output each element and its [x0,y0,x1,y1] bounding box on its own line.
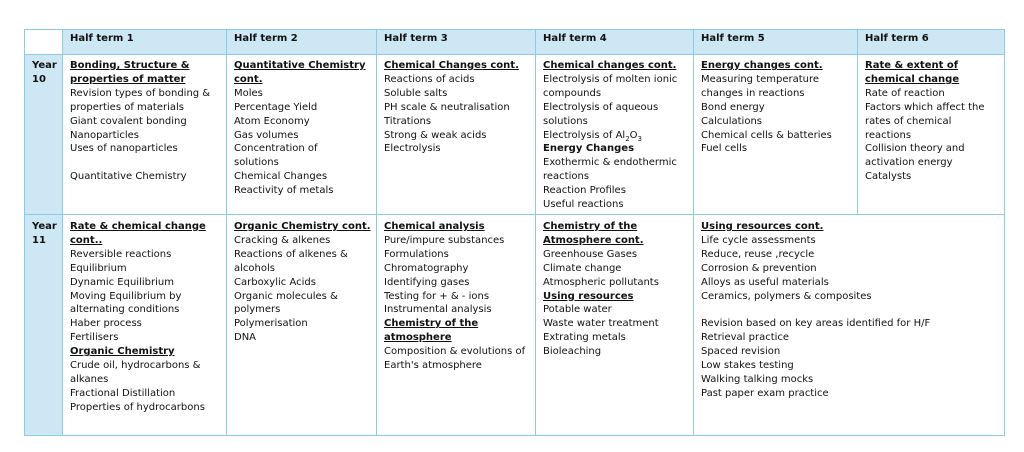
y10-half-term-1-cell [63,55,227,215]
topic-item: Alloys as useful materials [701,276,829,288]
cell-title: cont.. [70,234,103,246]
topic-item: Quantitative Chemistry [70,171,187,183]
topic-item: Polymerisation [234,318,308,330]
topic-item: Fractional Distillation [70,387,176,399]
topic-item: reactions [865,129,912,141]
al2o3-sub-2: 2 [625,134,630,143]
topic-item: alcohols [234,262,275,274]
topic-item: Dynamic Equilibrium [70,276,174,288]
topic-item: properties of materials [70,101,184,113]
topic-item: Electrolysis of aqueous [543,101,659,113]
cell-title: Energy changes cont. [701,60,823,71]
topic-item: Bond energy [701,101,765,113]
topic-item: Extrating metals [543,332,626,344]
topic-item: Past paper exam practice [701,387,829,399]
year-10-row [25,55,1005,215]
header-half-term-4: Half term 4 [536,30,694,55]
topic-item: Moles [234,87,263,99]
y11-half-term-5-6-cell [694,215,1005,436]
cell-title: Using resources cont. [701,221,824,232]
topic-item-al2o3 [543,129,690,143]
topic-item: Equilibrium [70,262,127,274]
topic-item: Reactivity of metals [234,185,334,197]
topic-item: alternating conditions [70,304,180,316]
topic-item: Reactions of acids [384,73,475,85]
topic-item: Corrosion & prevention [701,262,817,274]
topic-item: PH scale & neutralisation [384,101,510,113]
topic-item: Chemical cells & batteries [701,129,832,141]
topic-item: Fuel cells [701,143,748,155]
topic-item: Revision types of bonding & [70,87,211,99]
cell-subtitle: Energy Changes [543,143,635,155]
header-half-term-3: Half term 3 [377,30,536,55]
topic-item: Low stakes testing [701,360,794,372]
topic-item: Atmospheric pollutants [543,276,659,288]
cell-subtitle: Using resources [543,290,634,302]
topic-item: Instrumental analysis [384,304,492,316]
cell-subtitle: atmosphere [384,332,452,344]
curriculum-table [24,29,1005,436]
topic-item: Fertilisers [70,332,119,344]
y10-half-term-6-cell [858,55,1005,215]
topic-item: alkanes [70,373,109,385]
topic-item: Exothermic & endothermic [543,157,677,169]
y10-half-term-2-cell [227,55,377,215]
topic-item: Testing for + & - ions [384,290,490,302]
topic-item: Earth's atmosphere [384,360,482,372]
al2o3-sub-3: 3 [637,134,642,143]
topic-item: Potable water [543,304,612,316]
header-half-term-2: Half term 2 [227,30,377,55]
topic-item: Rate of reaction [865,87,945,99]
topic-item: Formulations [384,248,449,260]
topic-item: Climate change [543,262,622,274]
cell-title: Chemical changes cont. [543,60,677,71]
topic-item: Moving Equilibrium by [70,290,182,302]
y10-half-term-3-cell [377,55,536,215]
y11-half-term-1-cell [63,215,227,436]
topic-item: Collision theory and [865,143,965,155]
y11-half-term-3-cell [377,215,536,436]
header-half-term-1: Half term 1 [63,30,227,55]
topic-item: Ceramics, polymers & composites [701,290,872,302]
header-row [25,30,1005,55]
cell-title: properties of matter [70,73,186,85]
topic-item: Crude oil, hydrocarbons & [70,360,201,372]
topic-item: Catalysts [865,171,912,183]
year-11-label: Year 11 [25,215,63,436]
y11-half-term-4-cell [536,215,694,436]
topic-item: compounds [543,87,602,99]
topic-item: changes in reactions [701,87,805,99]
topic-item: Reaction Profiles [543,185,626,197]
header-half-term-6: Half term 6 [858,30,1005,55]
topic-item: Chromatography [384,262,469,274]
year-11-row [25,215,1005,436]
topic-item: Life cycle assessments [701,234,816,246]
topic-item: Soluble salts [384,87,448,99]
topic-item: Composition & evolutions of [384,346,526,358]
topic-item: Calculations [701,115,762,127]
topic-item: Atom Economy [234,115,310,127]
topic-item: Nanoparticles [70,129,139,141]
topic-item: Strong & weak acids [384,129,487,141]
cell-title: Chemical Changes cont. [384,60,519,71]
cell-title: Atmosphere cont. [543,234,644,246]
topic-item: solutions [543,115,588,127]
topic-item: DNA [234,332,257,344]
header-corner [25,30,63,55]
spacer [701,303,1001,317]
cell-title: chemical change [865,73,960,85]
topic-item: Revision based on key areas identified for H/F [701,318,931,330]
cell-title: Chemical analysis [384,221,485,232]
topic-item: Properties of hydrocarbons [70,401,205,413]
topic-item: Organic molecules & [234,290,338,302]
topic-item: Electrolysis [384,143,441,155]
topic-item: Carboxylic Acids [234,276,316,288]
topic-item: Giant covalent bonding [70,115,187,127]
cell-title: Quantitative Chemistry [234,60,366,71]
topic-item: Percentage Yield [234,101,318,113]
topic-item: Reactions of alkenes & [234,248,348,260]
topic-item: Gas volumes [234,129,299,141]
topic-item: Factors which affect the [865,101,985,113]
topic-item: Titrations [384,115,432,127]
topic-item: activation energy [865,157,953,169]
y11-half-term-2-cell [227,215,377,436]
cell-subtitle: Organic Chemistry [70,346,175,358]
year-10-label: Year 10 [25,55,63,215]
topic-item: Cracking & alkenes [234,234,331,246]
topic-item: Reversible reactions [70,248,172,260]
al2o3-prefix: Electrolysis of Al [543,129,626,141]
topic-item: Greenhouse Gases [543,248,638,260]
topic-item: Electrolysis of molten ionic [543,73,678,85]
topic-item: polymers [234,304,281,316]
topic-item: reactions [543,171,590,183]
topic-item: Uses of nanoparticles [70,143,178,155]
cell-title: Chemistry of the [543,221,638,232]
topic-item: Retrieval practice [701,332,790,344]
spacer [70,156,223,170]
header-half-term-5: Half term 5 [694,30,858,55]
topic-item: Measuring temperature [701,73,820,85]
cell-subtitle: Chemistry of the [384,318,479,330]
topic-item: Identifying gases [384,276,470,288]
cell-title: Rate & chemical change [70,221,206,232]
topic-item: Useful reactions [543,199,624,211]
cell-title: Rate & extent of [865,60,959,71]
topic-item: rates of chemical [865,115,952,127]
cell-title: Bonding, Structure & [70,60,190,71]
cell-title: cont. [234,73,263,85]
topic-item: solutions [234,157,279,169]
topic-item: Bioleaching [543,346,602,358]
topic-item: Walking talking mocks [701,373,814,385]
topic-item: Concentration of [234,143,318,155]
y10-half-term-5-cell [694,55,858,215]
topic-item: Haber process [70,318,142,330]
cell-title: Organic Chemistry cont. [234,221,371,232]
topic-item: Spaced revision [701,346,781,358]
topic-item: Pure/impure substances [384,234,505,246]
y10-half-term-4-cell [536,55,694,215]
topic-item: Chemical Changes [234,171,328,183]
topic-item: Waste water treatment [543,318,659,330]
topic-item: Reduce, reuse ,recycle [701,248,815,260]
al2o3-o: O [629,129,638,141]
